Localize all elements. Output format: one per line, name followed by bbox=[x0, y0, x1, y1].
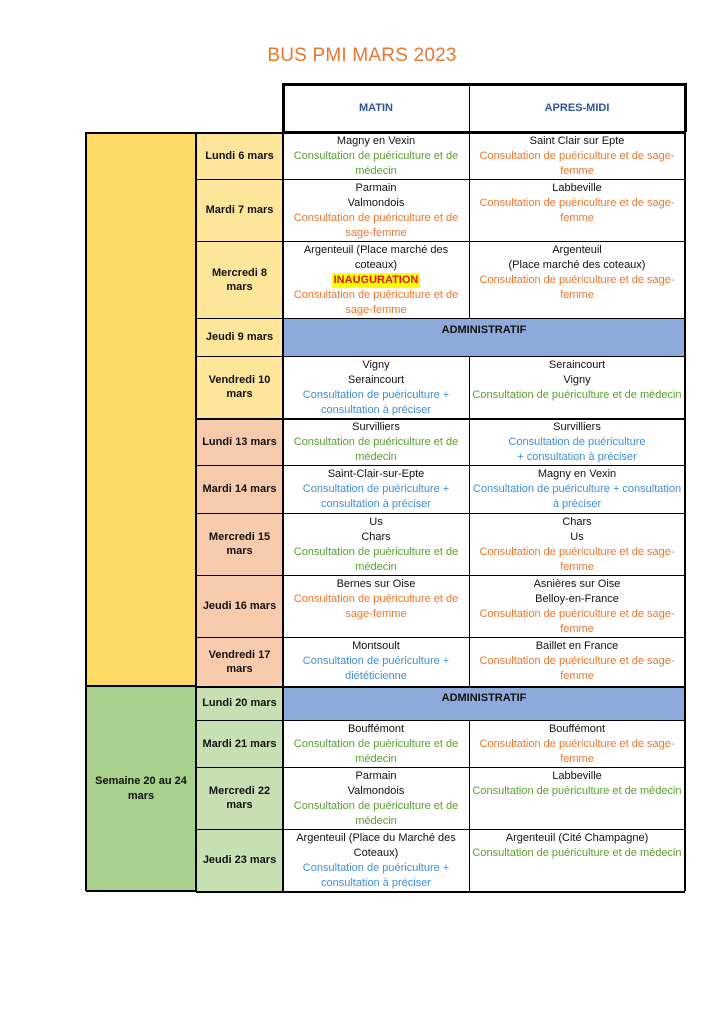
table-border bbox=[196, 575, 685, 576]
day-label: Mercredi 22 mars bbox=[196, 767, 283, 829]
consultation-text: Consultation de puériculture et de sage-femme bbox=[479, 546, 675, 573]
matin-cell bbox=[283, 356, 469, 418]
location-text: Argenteuil bbox=[552, 244, 602, 256]
day-label: Jeudi 23 mars bbox=[196, 829, 283, 891]
header-matin: MATIN bbox=[358, 101, 393, 114]
consultation-text: + consultation à préciser bbox=[517, 451, 637, 463]
table-border bbox=[469, 637, 470, 686]
consultation-text: Consultation de puériculture et de médecin bbox=[293, 150, 459, 177]
matin-cell bbox=[283, 720, 469, 767]
inauguration-badge: INAUGURATION bbox=[333, 274, 419, 286]
consultation-text: Consultation de puériculture et de sage-femme bbox=[293, 289, 459, 316]
consultation-text: Consultation de puériculture et de sage-femme bbox=[479, 738, 675, 765]
consultation-text: Consultation de puériculture et de médecin bbox=[293, 546, 459, 573]
table-border bbox=[196, 318, 685, 319]
day-label: Jeudi 9 mars bbox=[196, 318, 283, 356]
location-text: Saint Clair sur Epte bbox=[529, 135, 625, 147]
location-text: Bouffémont bbox=[347, 723, 405, 735]
location-text: Survilliers bbox=[352, 421, 400, 433]
consultation-text: Consultation de puériculture et de médecin bbox=[293, 436, 459, 463]
table-border bbox=[196, 637, 685, 638]
matin-cell bbox=[283, 513, 469, 575]
day-label: Lundi 6 mars bbox=[196, 132, 283, 179]
table-border bbox=[196, 767, 685, 768]
matin-cell bbox=[283, 575, 469, 637]
consultation-text: Consultation de puériculture et de médecin bbox=[293, 738, 459, 765]
consultation-text: Consultation de puériculture et de sage-femme bbox=[293, 593, 459, 620]
table-border bbox=[196, 465, 685, 466]
table-border bbox=[196, 891, 685, 893]
table-border bbox=[684, 132, 686, 891]
table-border bbox=[196, 513, 685, 514]
apres-midi-cell bbox=[469, 179, 685, 241]
table-border bbox=[282, 83, 285, 132]
matin-cell bbox=[283, 465, 469, 513]
location-text: Parmain bbox=[355, 770, 397, 782]
consultation-text: Consultation de puériculture et de sage-femme bbox=[479, 655, 675, 682]
matin-cell bbox=[283, 418, 469, 465]
matin-cell bbox=[283, 829, 469, 891]
table-border bbox=[469, 829, 470, 891]
day-label: Vendredi 17 mars bbox=[196, 637, 283, 686]
location-text: Seraincourt bbox=[347, 374, 405, 386]
location-text: Labbeville bbox=[552, 182, 602, 194]
week-label: Semaine 20 au 24 mars bbox=[95, 774, 187, 802]
location-text: Magny en Vexin bbox=[537, 468, 617, 480]
table-border bbox=[195, 132, 197, 891]
table-border bbox=[469, 356, 470, 418]
table-border bbox=[282, 132, 284, 891]
table-border bbox=[196, 179, 685, 180]
table-border bbox=[85, 132, 87, 891]
apres-midi-cell bbox=[469, 720, 685, 767]
table-border bbox=[86, 685, 196, 687]
location-text: Survilliers bbox=[553, 421, 601, 433]
location-text: Valmondois bbox=[347, 785, 405, 797]
consultation-text: Consultation de puériculture et de médecin bbox=[472, 389, 682, 401]
page-title: BUS PMI MARS 2023 bbox=[267, 45, 457, 66]
consultation-text: Consultation de puériculture et de sage-femme bbox=[293, 212, 459, 239]
matin-cell bbox=[283, 241, 469, 318]
consultation-text: Consultation de puériculture + consultation à préciser bbox=[302, 862, 450, 889]
day-label: Lundi 13 mars bbox=[196, 418, 283, 465]
table-border bbox=[469, 720, 470, 767]
apres-midi-cell bbox=[469, 356, 685, 418]
table-border bbox=[469, 179, 470, 241]
apres-midi-cell bbox=[469, 418, 685, 465]
apres-midi-cell bbox=[469, 465, 685, 513]
administratif-banner: ADMINISTRATIF bbox=[283, 686, 685, 720]
location-text: Seraincourt bbox=[548, 359, 606, 371]
table-border bbox=[196, 356, 685, 357]
consultation-text: Consultation de puériculture + consultation à préciser bbox=[472, 483, 682, 510]
location-text: Chars bbox=[361, 531, 391, 543]
consultation-text: Consultation de puériculture et de sage-femme bbox=[479, 608, 675, 635]
consultation-text: Consultation de puériculture et de médecin bbox=[472, 785, 682, 797]
table-border bbox=[196, 686, 685, 688]
table-border bbox=[684, 83, 687, 132]
location-text: Labbeville bbox=[552, 770, 602, 782]
location-text: Saint-Clair-sur-Epte bbox=[327, 468, 425, 480]
table-border bbox=[469, 241, 470, 318]
table-border bbox=[282, 83, 686, 86]
day-label: Mardi 21 mars bbox=[196, 720, 283, 767]
location-text: Argenteuil (Cité Champagne) bbox=[505, 832, 649, 844]
header-apres-midi: APRES-MIDI bbox=[544, 101, 610, 114]
table-border bbox=[196, 241, 685, 242]
day-label: Vendredi 10 mars bbox=[196, 356, 283, 418]
location-text: Vigny bbox=[563, 374, 591, 386]
table-border bbox=[196, 132, 685, 134]
location-text: Magny en Vexin bbox=[336, 135, 416, 147]
apres-midi-cell bbox=[469, 767, 685, 829]
apres-midi-cell bbox=[469, 637, 685, 686]
week-block-2 bbox=[86, 686, 196, 891]
table-border bbox=[86, 132, 196, 134]
matin-cell bbox=[283, 132, 469, 179]
table-border bbox=[469, 575, 470, 637]
table-border bbox=[469, 767, 470, 829]
consultation-text: Consultation de puériculture et de sage-femme bbox=[479, 150, 675, 177]
consultation-text: Consultation de puériculture + consultation à préciser bbox=[302, 389, 450, 416]
consultation-text: Consultation de puériculture + consultation à préciser bbox=[302, 483, 450, 510]
location-text: Argenteuil (Place du Marché des Coteaux) bbox=[296, 832, 456, 859]
day-label: Jeudi 16 mars bbox=[196, 575, 283, 637]
day-label: Mardi 7 mars bbox=[196, 179, 283, 241]
apres-midi-cell bbox=[469, 575, 685, 637]
location-text: Asnières sur Oise bbox=[533, 578, 621, 590]
consultation-text: Consultation de puériculture et de sage-femme bbox=[479, 197, 675, 224]
matin-cell bbox=[283, 179, 469, 241]
location-text: Bouffémont bbox=[548, 723, 606, 735]
consultation-text: Consultation de puériculture et de médecin bbox=[293, 800, 459, 827]
week-block-1 bbox=[86, 132, 196, 686]
consultation-text: Consultation de puériculture + diététicienne bbox=[302, 655, 450, 682]
matin-cell bbox=[283, 637, 469, 686]
day-label: Mercredi 15 mars bbox=[196, 513, 283, 575]
apres-midi-cell bbox=[469, 829, 685, 891]
table-border bbox=[469, 84, 470, 132]
apres-midi-cell bbox=[469, 132, 685, 179]
location-text: Bernes sur Oise bbox=[336, 578, 416, 590]
administratif-banner: ADMINISTRATIF bbox=[283, 318, 685, 356]
location-text: Baillet en France bbox=[535, 640, 619, 652]
apres-midi-cell bbox=[469, 241, 685, 318]
consultation-text: Consultation de puériculture bbox=[508, 436, 646, 448]
location-text: Us bbox=[369, 516, 383, 528]
location-text: Montsoult bbox=[352, 640, 400, 652]
table-border bbox=[196, 720, 685, 721]
location-text: Belloy-en-France bbox=[535, 593, 619, 605]
location-text: Valmondois bbox=[347, 197, 405, 209]
table-border bbox=[469, 132, 470, 179]
location-text: (Place marché des coteaux) bbox=[508, 259, 646, 271]
table-border bbox=[469, 513, 470, 575]
location-text: Us bbox=[570, 531, 584, 543]
table-border bbox=[196, 418, 685, 420]
apres-midi-cell bbox=[469, 513, 685, 575]
table-border bbox=[196, 829, 685, 830]
table-border bbox=[469, 418, 470, 465]
day-label: Mercredi 8 mars bbox=[196, 241, 283, 318]
location-text: Chars bbox=[562, 516, 592, 528]
consultation-text: Consultation de puériculture et de sage-femme bbox=[479, 274, 675, 301]
matin-cell bbox=[283, 767, 469, 829]
day-label: Lundi 20 mars bbox=[196, 686, 283, 720]
table-border bbox=[86, 890, 196, 892]
day-label: Mardi 14 mars bbox=[196, 465, 283, 513]
location-text: Argenteuil (Place marché des coteaux) bbox=[303, 244, 449, 271]
location-text: Vigny bbox=[362, 359, 390, 371]
table-border bbox=[469, 465, 470, 513]
consultation-text: Consultation de puériculture et de médecin bbox=[472, 847, 682, 859]
location-text: Parmain bbox=[355, 182, 397, 194]
